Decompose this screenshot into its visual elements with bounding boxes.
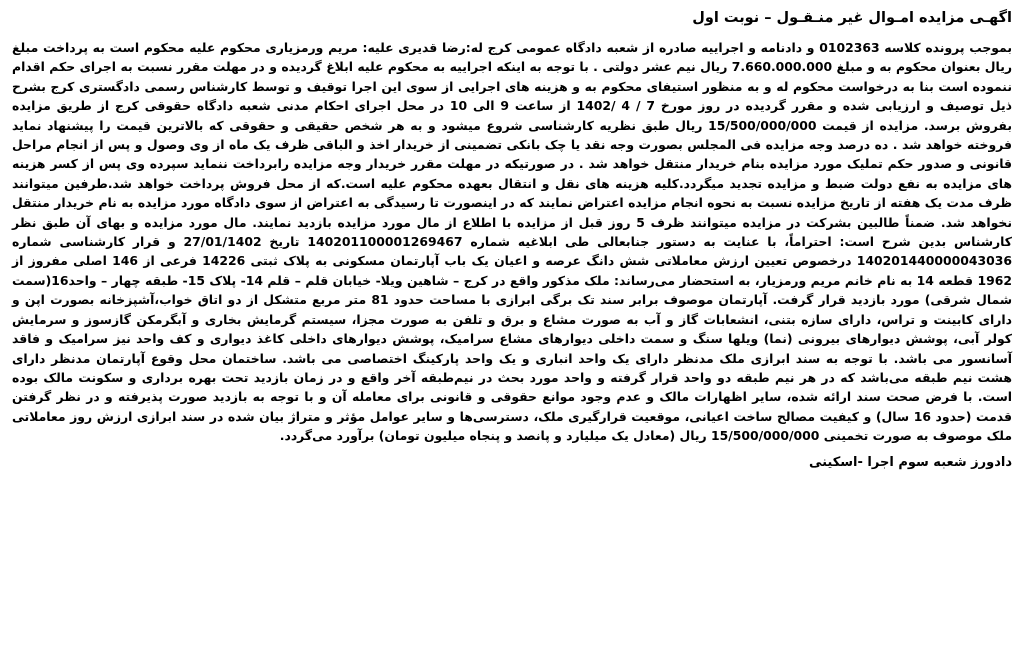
notice-signature: دادورز شعبه سوم اجرا -اسکینی — [808, 454, 1012, 470]
notice-body: بموجب پرونده کلاسه 0102363 و دادنامه و اجراییه صادره از شعبه دادگاه عمومی کرج له:رضا قدیری علیه: مریم ورمزیاری محکوم علیه محکوم است به پرداخت مبلغ ریال بعنوان محکوم به و مبلغ 7.660.000.000 ریال نیم عشر دولتی . با توجه به اینکه اجراییه به محکوم علیه ابلاغ گردیده و در مهلت مقرر نسبت به اجرای حکم اقدام ننموده است بنا به درخواست محکوم له و به منظور استیفای محکوم به و هزینه های اجرایی از سوی این اجرا توقیف و توسط کارشناس رسمی دادگستری کرج بشرح ذیل توصیف و ارزیابی شده و مقرر گردیده در روز مورخ 7 / 4 /1402 از ساعت 9 الی 10 در محل اجرای احکام مدنی شعبه دادگاه حقوقی کرج از طریق مزایده بفروش برسد. مزایده از قیمت 15/500/000/000 ریال طبق نظریه کارشناسی شروع میشود و به هر شخص حقیقی و حقوقی که بالاترین قیمت را پیشنهاد نماید فروخته خواهد شد . ده درصد وجه مزایده فی المجلس بصورت وجه نقد یا چک بانکی تضمینی از خریدار اخذ و الباقی ظرف یک ماه از وی وصول و پس از انجام مراحل قانونی و صدور حکم تملیک مورد مزایده بنام خریدار منتقل خواهد شد . در صورتیکه در مهلت مقرر خریدار وجه مزایده رابرداخت ننماید سپرده وی پس از کسر هزینه های مزایده به نفع دولت ضبط و مزایده تجدید میگردد.کلیه هزینه های نقل و انتقال بعهده محکوم علیه است.که از محل فروش پرداخت خواهد شد.طرفین میتوانند ظرف مدت یک هفته از تاریخ مزایده نسبت به نحوه انجام مزایده اعتراض نمایند که در اینصورت تا رسیدگی به اعتراض از سوی دادگاه مورد مزایده به نام خریدار منتقل نخواهد شد. ضمناً طالبین بشرکت در مزایده میتوانند ظرف 5 روز قبل از مزایده با اطلاع از مال مورد مزایده بازدید نمایند. مال مورد مزایده و بهای آن طبق نظر کارشناس بدین شرح است: احتراماً، با عنایت به دستور جنابعالی طی ابلاغیه شماره 140201100001269467 تاریخ 27/01/1402 و قرار کارشناسی شماره 140201440000043036 درخصوص تعیین ارزش معاملاتی شش دانگ عرصه و اعیان یک باب آپارتمان مسکونی به پلاک ثبتی 14226 فرعی از 146 اصلی مفروز از 1962 قطعه 14 به نام خانم مریم ورمزیار، به استحضار می‌رساند: ملک مذکور واقع در کرج – شاهین ویلا- خیابان قلم – قلم 14- پلاک 15- طبقه چهار – واحد16(سمت شمال شرقی) مورد بازدید قرار گرفت. آپارتمان موصوف برابر سند تک برگی ابرازی با مساحت حدود 81 متر مربع متشکل از دو اتاق خواب،آشپزخانه بصورت اپن و دارای کابینت و تراس، دارای سازه بتنی، انشعابات گاز و آب به صورت مشاع و برق و تلفن به صورت مجزا، سیستم گرمایش بخاری و آبگرمکن گازسوز و سرمایش کولر آبی، پوشش دیوارهای بیرونی (نما) ویلها سنگ و سمت داخلی دیوارهای مشاع سرامیک، پوشش دیوارهای داخلی کاغذ دیواری و کف واحد نیز سرامیک و فاقد آسانسور می باشد. با توجه به سند ابرازی ملک مدنظر دارای یک واحد انباری و یک واحد پارکینگ اختصاصی می باشد. ساختمان محل وقوع آپارتمان مدنظر دارای هشت نیم طبقه می‌باشد که در هر نیم طبقه دو واحد قرار گرفته و واحد مورد بحث در نیم‌طبقه آخر واقع و در زمان بازدید تحت بهره برداری و سکونت مالک بوده است. با فرض صحت سند ارائه شده، سایر اظهارات مالک و عدم وجود موانع حقوقی و قانونی برای معامله آن و با توجه به بازدید صورت پذیرفته و در نظر گرفتن قدمت (حدود 16 سال) و کیفیت مصالح ساخت اعیانی، موقعیت قرارگیری ملک، دسترسی‌ها و سایر عوامل مؤثر و متراژ بیان شده در سند ابرازی ارزش روز معاملاتی ملک موصوف به صورت تخمینی 15/500/000/000 ریال (معادل یک میلیارد و پانصد و پنجاه میلیون تومان) برآورد می‌گردد. — [12, 40, 1013, 444]
notice-title: اگهـی مزایده امـوال غیر منـقـول – نوبت اول — [692, 10, 1012, 26]
